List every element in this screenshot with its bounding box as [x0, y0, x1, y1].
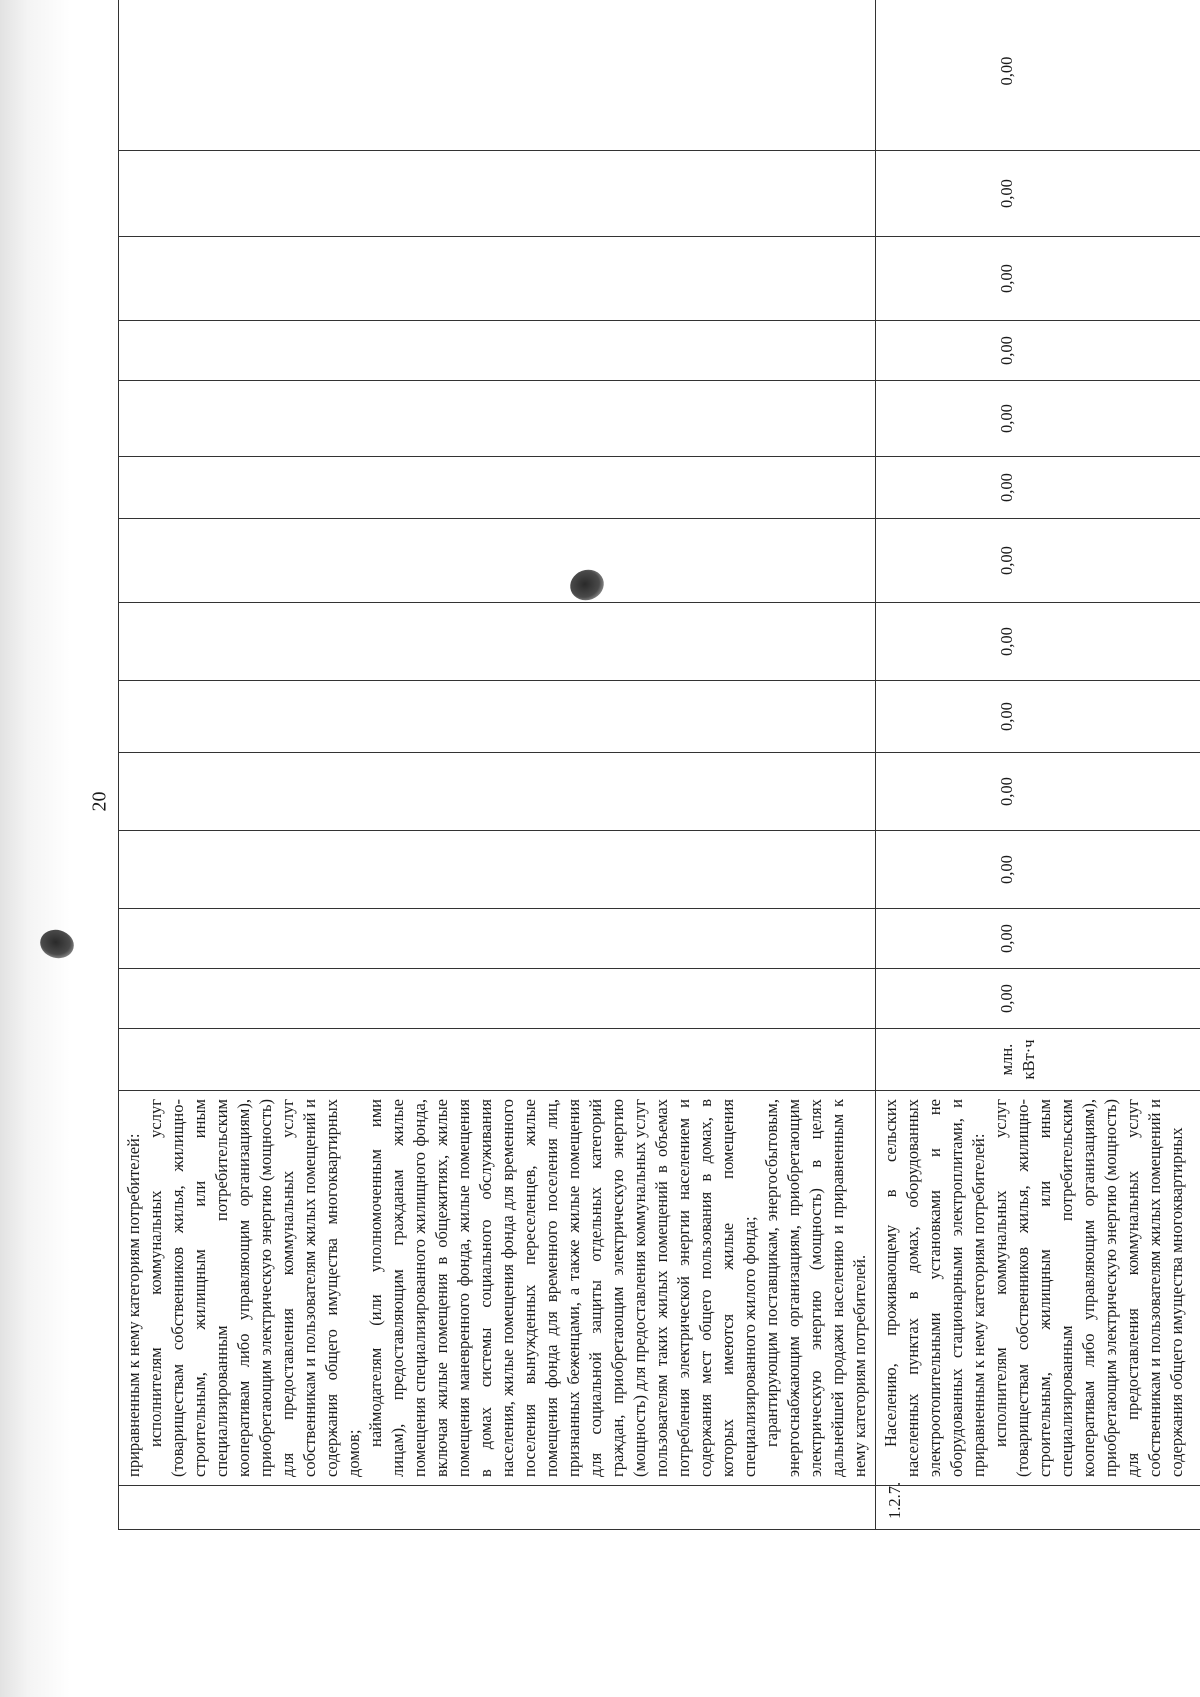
value-cell	[119, 321, 876, 381]
paragraph: гарантирующим поставщикам, энергосбытовым, энергоснабжающим организациям, приобретающим электрическую энергию (мощность) в целях дальнейшей продажи населению и приравненным к нему категориям потребителей.	[762, 1099, 869, 1477]
value-cell: 0,00	[876, 909, 1200, 969]
value-cell	[119, 0, 876, 151]
paragraph: наймодателям (или уполномоченным ими лицам), предоставляющим гражданам жилые помещения специализированного жилищного фонда, включая жилые помещения в общежитиях, жилые помещения маневренного фонда, жилые помещения в домах системы социального обслуживания населения, жилые помещения фонда для временного поселения вынужденных переселенцев, жилые помещения фонда для временного поселения лиц, признанных беженцами, а также жилые помещения для социальной защиты отдельных категорий граждан, приобретающим электрическую энергию (мощность) для предоставления коммунальных услуг пользователям таких жилых помещений в объемах потребления электрической энергии населением и содержания мест общего пользования в домах, в которых имеются жилые помещения специализированного жилого фонда;	[366, 1099, 759, 1477]
scan-shadow	[0, 0, 70, 1697]
value-cell	[119, 457, 876, 519]
tariff-table	[118, 0, 1200, 1530]
value-cell	[119, 381, 876, 457]
table-row	[876, 0, 1200, 1530]
value-cell	[119, 909, 876, 969]
value-cell: 0,00	[876, 753, 1200, 831]
paragraph: приравненным к нему категориям потребителей:	[124, 1133, 143, 1477]
value-cell	[119, 831, 876, 909]
page-number: 20	[88, 791, 111, 812]
value-cell: 0,00	[876, 457, 1200, 519]
value-cell: 0,00	[876, 969, 1200, 1029]
value-cell: 0,00	[876, 681, 1200, 753]
unit-cell: млн. кВт·ч	[876, 1029, 1200, 1091]
paragraph: исполнителям коммунальных услуг (товариществам собственников жилья, жилищно-строительным, жилищным или иным специализированным потребительским кооперативам либо управляющим организациям), приобретающим электрическую энергию (мощность) для предоставления коммунальных услуг собственникам и пользователям жилых помещений и содержания общего имущества многоквартирных	[991, 1099, 1186, 1477]
value-cell	[119, 681, 876, 753]
row-description	[876, 1091, 1200, 1486]
value-cell	[119, 969, 876, 1029]
value-cell	[119, 753, 876, 831]
table-row	[119, 0, 876, 1530]
value-cell: 0,00	[876, 321, 1200, 381]
value-cell: 0,00	[876, 151, 1200, 237]
unit-cell	[119, 1029, 876, 1091]
row-number	[119, 1486, 876, 1530]
value-cell: 0,00	[876, 237, 1200, 321]
value-cell: 0,00	[876, 0, 1200, 151]
value-cell	[119, 237, 876, 321]
value-cell	[119, 603, 876, 681]
value-cell: 0,00	[876, 831, 1200, 909]
rotated-table-wrapper	[118, 52, 1186, 1530]
value-cell: 0,00	[876, 519, 1200, 603]
paragraph: исполнителям коммунальных услуг (товариществам собственников жилья, жилищно-строительным, жилищным или иным специализированным потребительским кооперативам либо управляющим организациям), приобретающим электрическую энергию (мощность) для предоставления коммунальных услуг собственникам и пользователям жилых помещений и содержания общего имущества многоквартирных домов;	[146, 1099, 363, 1477]
value-cell	[119, 151, 876, 237]
value-cell	[119, 519, 876, 603]
value-cell: 0,00	[876, 603, 1200, 681]
row-number: 1.2.7.	[876, 1486, 1200, 1530]
paragraph: Населению, проживающему в сельских населенных пунктах в домах, оборудованных электроотопительными установками и не оборудованных стационарными электроплитами, и приравненным к нему категориям потребителей:	[881, 1099, 988, 1477]
row-description	[119, 1091, 876, 1486]
value-cell: 0,00	[876, 381, 1200, 457]
